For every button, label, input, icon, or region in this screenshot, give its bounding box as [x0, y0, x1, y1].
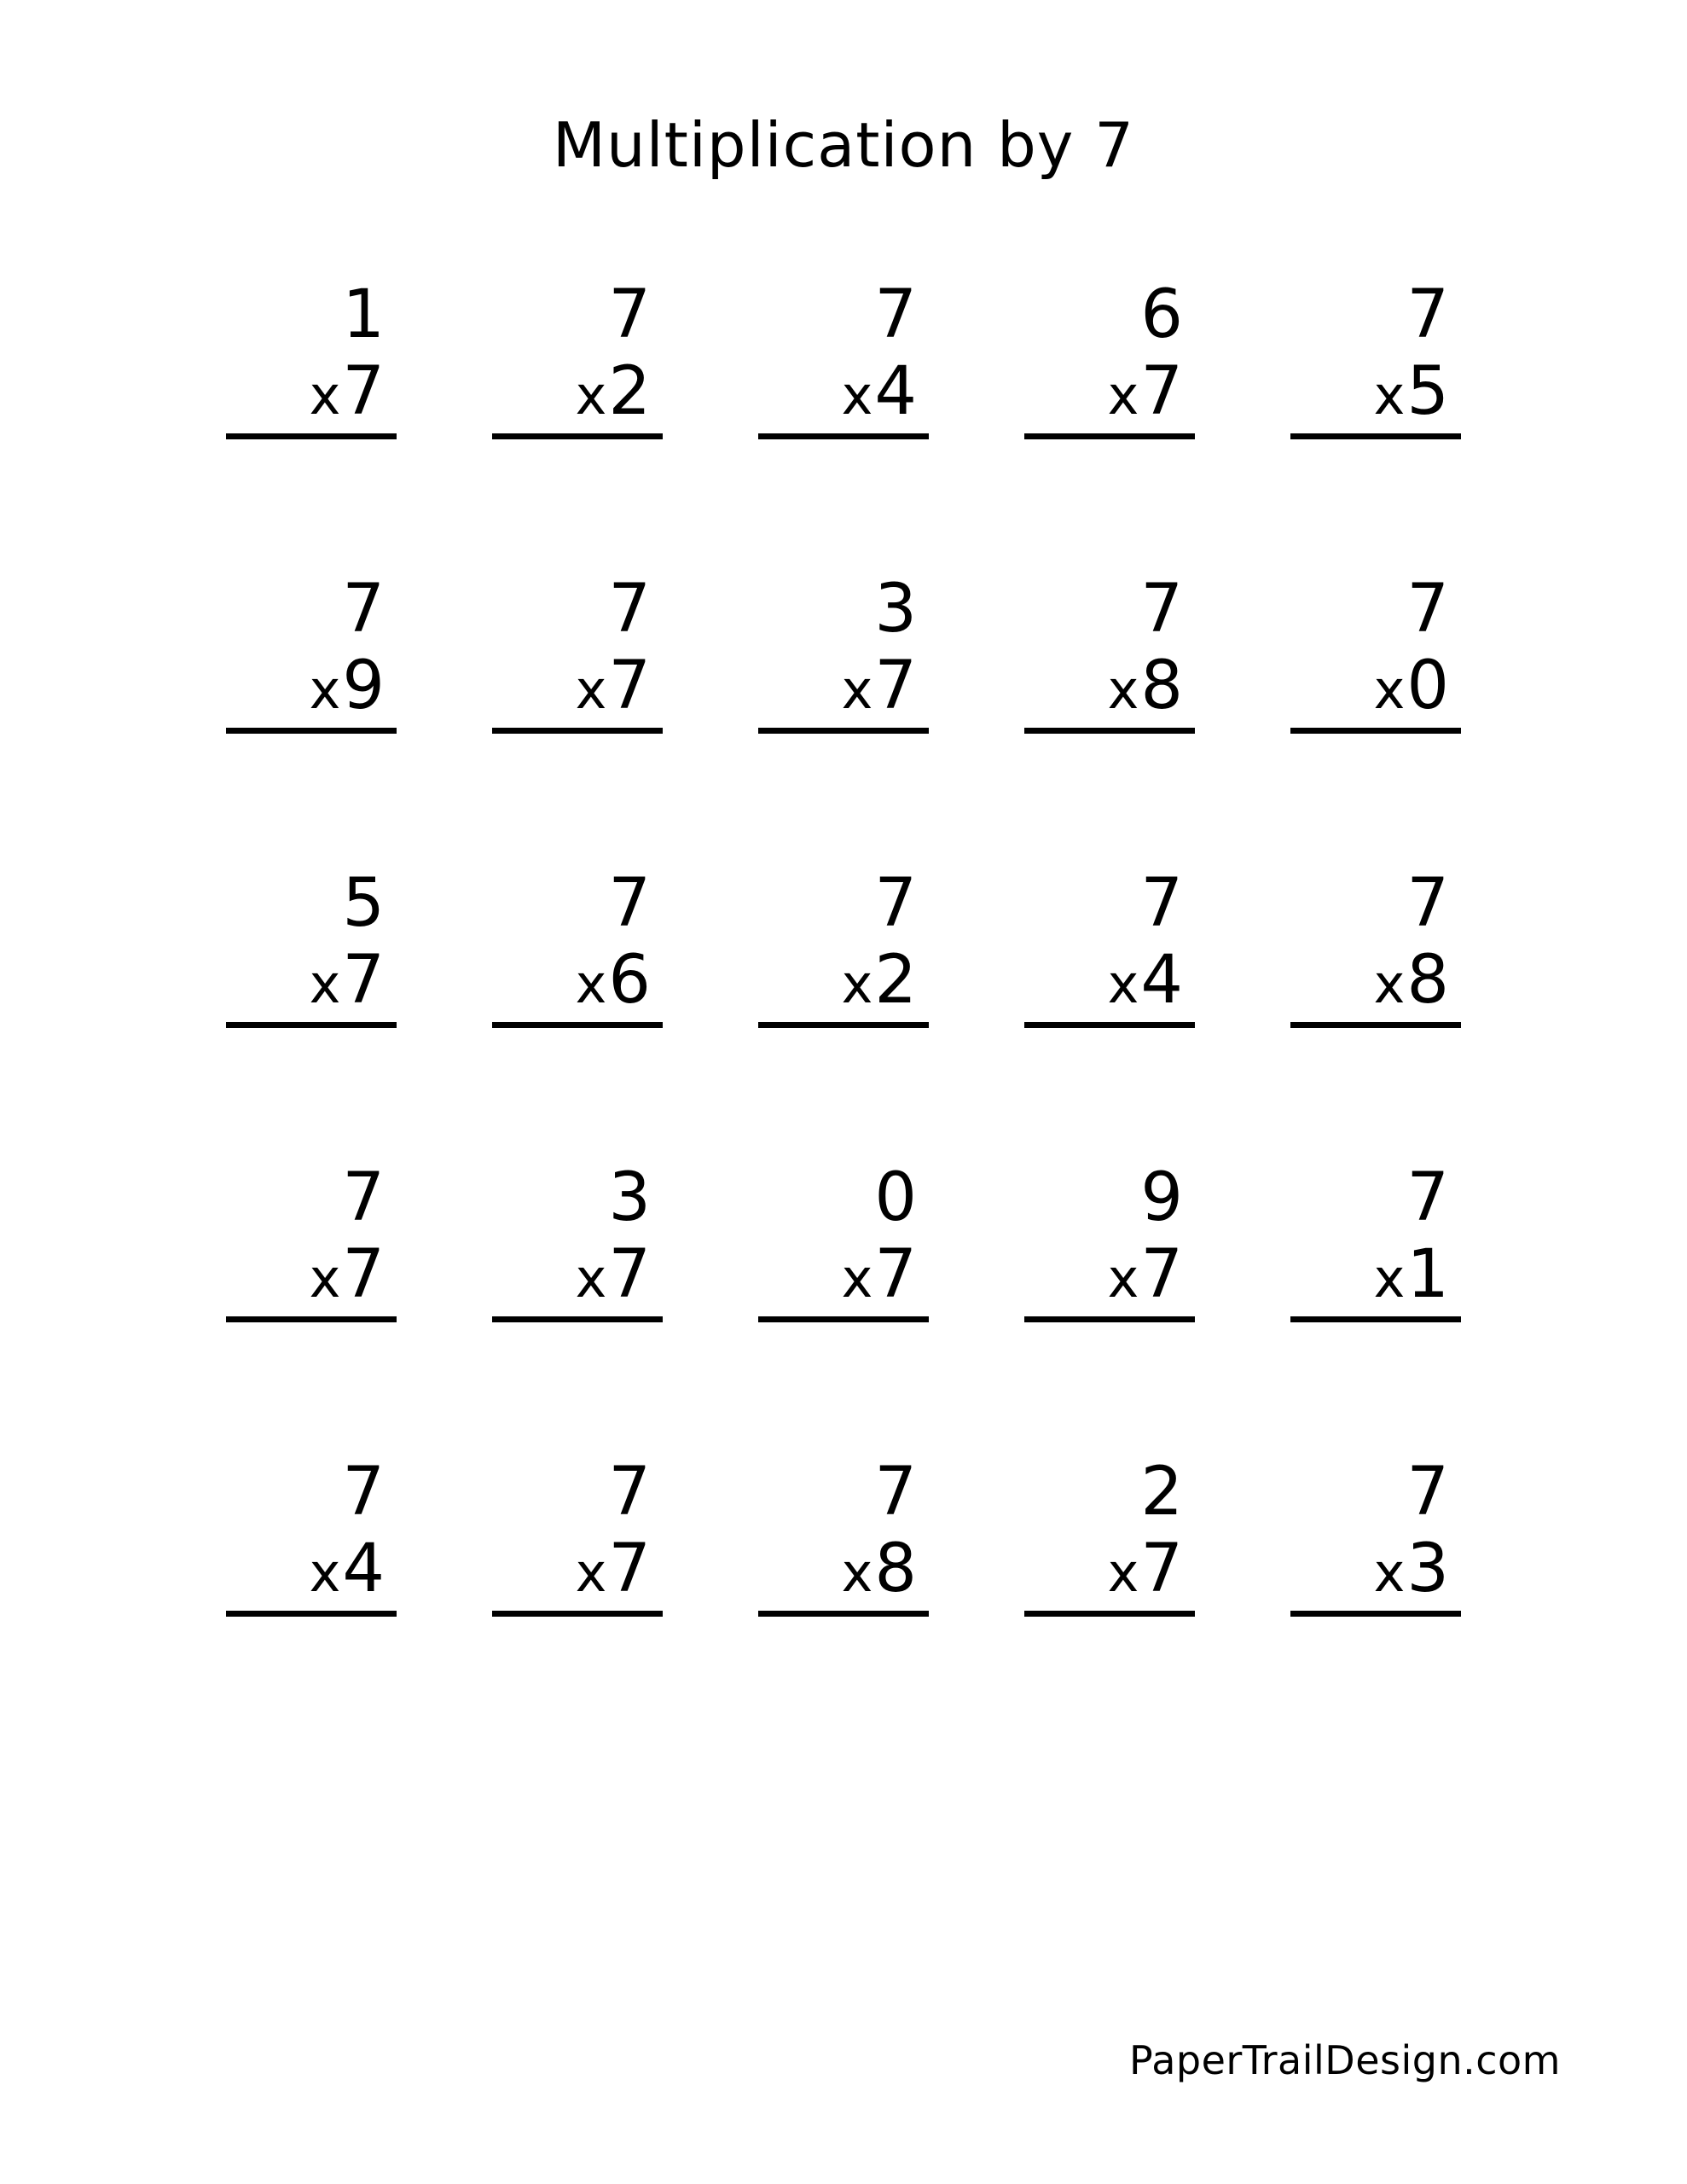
problem-item — [710, 865, 977, 1028]
multiply-operator: x — [1373, 1542, 1406, 1604]
multiplicand: 3 — [874, 571, 917, 648]
multiply-operator: x — [1107, 1247, 1139, 1310]
multiplier: 8 — [874, 1531, 917, 1607]
problem-item — [444, 865, 710, 1028]
multiply-operator: x — [1107, 1542, 1139, 1604]
multiplicand: 7 — [874, 1454, 917, 1531]
multiplicand: 6 — [1140, 276, 1183, 353]
footer-credit: PaperTrailDesign.com — [1129, 2037, 1561, 2083]
problem-item — [178, 1159, 444, 1322]
problem-item — [710, 571, 977, 734]
problem-item — [444, 1159, 710, 1322]
page-title: Multiplication by 7 — [552, 109, 1135, 181]
multiply-operator: x — [1373, 364, 1406, 427]
multiplicand: 2 — [1140, 1454, 1183, 1531]
multiplicand: 1 — [342, 276, 385, 353]
problem-item — [1243, 571, 1509, 734]
multiply-operator: x — [1107, 953, 1139, 1015]
answer-line[interactable] — [1024, 433, 1195, 439]
multiplicand: 7 — [874, 276, 917, 353]
multiplier: 7 — [608, 1531, 651, 1607]
multiply-operator: x — [575, 953, 607, 1015]
multiplicand: 7 — [1406, 276, 1449, 353]
multiply-operator: x — [309, 953, 341, 1015]
multiply-operator: x — [841, 659, 873, 721]
answer-line[interactable] — [1290, 433, 1461, 439]
multiplicand: 9 — [1140, 1159, 1183, 1236]
multiplicand: 7 — [1406, 1159, 1449, 1236]
multiplicand: 7 — [608, 276, 651, 353]
multiplier: 5 — [1406, 353, 1449, 430]
problem-item — [977, 865, 1243, 1028]
multiply-operator: x — [309, 659, 341, 721]
multiplier: 4 — [342, 1531, 385, 1607]
multiplicand: 5 — [342, 865, 385, 942]
multiplier: 2 — [874, 942, 917, 1019]
answer-line[interactable] — [1290, 1022, 1461, 1028]
multiplier: 8 — [1406, 942, 1449, 1019]
answer-line[interactable] — [758, 433, 929, 439]
answer-line[interactable] — [492, 728, 663, 734]
multiply-operator: x — [841, 1247, 873, 1310]
multiply-operator: x — [841, 1542, 873, 1604]
multiply-operator: x — [1107, 659, 1139, 721]
answer-line[interactable] — [1024, 1022, 1195, 1028]
multiplicand: 3 — [608, 1159, 651, 1236]
multiplier: 7 — [342, 1236, 385, 1313]
problem-item — [178, 571, 444, 734]
multiplier: 6 — [608, 942, 651, 1019]
multiply-operator: x — [575, 659, 607, 721]
multiply-operator: x — [309, 1542, 341, 1604]
answer-line[interactable] — [1290, 1611, 1461, 1617]
answer-line[interactable] — [758, 1611, 929, 1617]
multiplicand: 7 — [608, 571, 651, 648]
multiplier: 7 — [874, 1236, 917, 1313]
multiply-operator: x — [1373, 659, 1406, 721]
multiplier: 7 — [874, 648, 917, 724]
multiplier: 4 — [1140, 942, 1183, 1019]
answer-line[interactable] — [492, 1611, 663, 1617]
answer-line[interactable] — [226, 728, 397, 734]
answer-line[interactable] — [758, 728, 929, 734]
multiplicand: 7 — [608, 865, 651, 942]
multiply-operator: x — [841, 364, 873, 427]
problem-item — [1243, 276, 1509, 439]
multiplier: 8 — [1140, 648, 1183, 724]
multiplicand: 7 — [342, 1454, 385, 1531]
multiplicand: 7 — [608, 1454, 651, 1531]
multiplier: 3 — [1406, 1531, 1449, 1607]
problem-item — [710, 276, 977, 439]
multiplier: 9 — [342, 648, 385, 724]
answer-line[interactable] — [226, 1611, 397, 1617]
answer-line[interactable] — [1024, 728, 1195, 734]
problem-item — [1243, 1159, 1509, 1322]
problem-item — [977, 276, 1243, 439]
answer-line[interactable] — [758, 1022, 929, 1028]
answer-line[interactable] — [492, 1316, 663, 1322]
multiplier: 4 — [874, 353, 917, 430]
answer-line[interactable] — [492, 1022, 663, 1028]
multiplier: 7 — [608, 1236, 651, 1313]
multiplier: 7 — [1140, 1236, 1183, 1313]
multiplier: 0 — [1406, 648, 1449, 724]
problem-item — [178, 276, 444, 439]
multiplicand: 7 — [342, 571, 385, 648]
answer-line[interactable] — [226, 1316, 397, 1322]
answer-line[interactable] — [226, 1022, 397, 1028]
answer-line[interactable] — [226, 433, 397, 439]
multiplier: 7 — [1140, 1531, 1183, 1607]
multiplicand: 7 — [1406, 1454, 1449, 1531]
answer-line[interactable] — [1290, 1316, 1461, 1322]
multiplicand: 7 — [1140, 865, 1183, 942]
problem-item — [444, 571, 710, 734]
problem-item — [444, 1454, 710, 1617]
multiplicand: 7 — [1140, 571, 1183, 648]
multiplicand: 7 — [342, 1159, 385, 1236]
problem-item — [444, 276, 710, 439]
problem-grid — [178, 181, 1509, 1617]
multiplier: 2 — [608, 353, 651, 430]
problem-item — [710, 1454, 977, 1617]
multiplier: 1 — [1406, 1236, 1449, 1313]
multiply-operator: x — [309, 1247, 341, 1310]
answer-line[interactable] — [758, 1316, 929, 1322]
problem-item — [977, 1454, 1243, 1617]
problem-item — [1243, 865, 1509, 1028]
answer-line[interactable] — [1024, 1611, 1195, 1617]
problem-item — [977, 1159, 1243, 1322]
problem-item — [1243, 1454, 1509, 1617]
multiplier: 7 — [342, 353, 385, 430]
multiply-operator: x — [575, 1542, 607, 1604]
problem-item — [710, 1159, 977, 1322]
problem-item — [977, 571, 1243, 734]
multiplier: 7 — [608, 648, 651, 724]
answer-line[interactable] — [1290, 728, 1461, 734]
problem-item — [178, 1454, 444, 1617]
multiply-operator: x — [1107, 364, 1139, 427]
answer-line[interactable] — [492, 433, 663, 439]
multiplier: 7 — [342, 942, 385, 1019]
answer-line[interactable] — [1024, 1316, 1195, 1322]
multiplicand: 7 — [874, 865, 917, 942]
multiplicand: 7 — [1406, 865, 1449, 942]
problem-item — [178, 865, 444, 1028]
multiply-operator: x — [575, 1247, 607, 1310]
multiply-operator: x — [1373, 953, 1406, 1015]
multiply-operator: x — [575, 364, 607, 427]
multiplicand: 0 — [874, 1159, 917, 1236]
multiply-operator: x — [309, 364, 341, 427]
multiply-operator: x — [1373, 1247, 1406, 1310]
multiplicand: 7 — [1406, 571, 1449, 648]
multiplier: 7 — [1140, 353, 1183, 430]
multiply-operator: x — [841, 953, 873, 1015]
